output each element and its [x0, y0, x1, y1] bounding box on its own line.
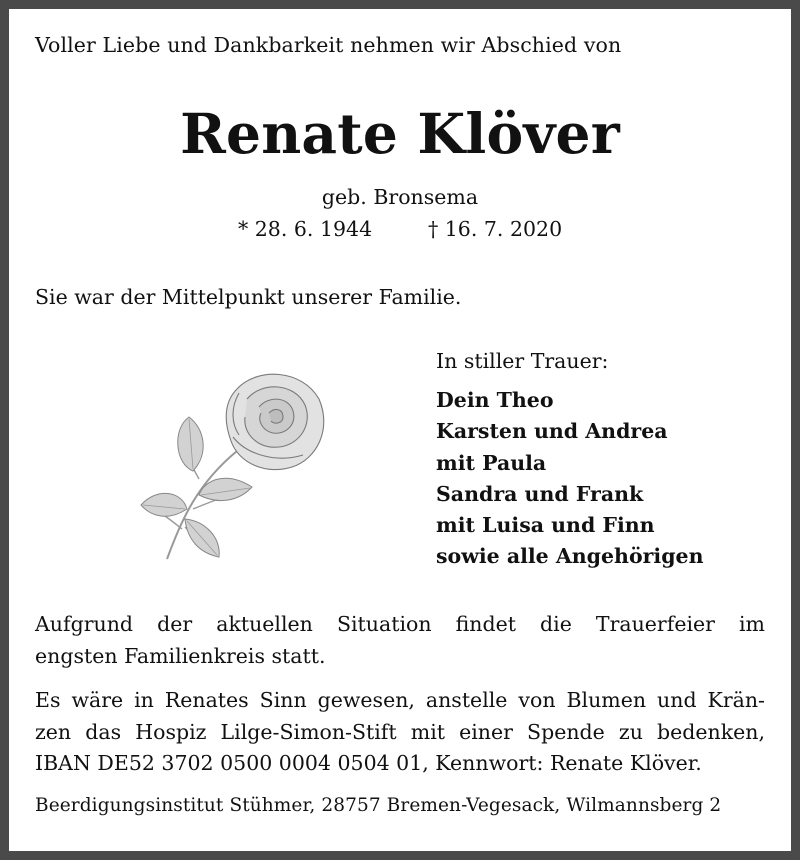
- mourners-list: [436, 385, 704, 573]
- donation-line: IBAN DE52 3702 0500 0004 0504 01, Kennwort: Renate Klöver.: [35, 751, 702, 775]
- birth-date: * 28. 6. 1944: [238, 217, 373, 241]
- mourners-heading: In stiller Trauer:: [436, 349, 609, 373]
- ceremony-line: engsten Familienkreis statt.: [35, 643, 326, 668]
- tribute-line: Sie war der Mittelpunkt unserer Familie.: [35, 285, 462, 309]
- mourner-item: Dein Theo: [436, 388, 554, 412]
- mourner-item: mit Luisa und Finn: [436, 513, 655, 538]
- maiden-name: geb. Bronsema: [321, 185, 479, 209]
- obituary-notice: [9, 9, 791, 851]
- donation-line: zen das Hospiz Lilge-Simon-Stift mit einer Spende zu bedenken,: [35, 719, 765, 744]
- ceremony-line: Aufgrund der aktuellen Situation findet die Trauerfeier im: [35, 612, 765, 636]
- ceremony-paragraph: [35, 609, 765, 672]
- mourner-item: Sandra und Frank: [436, 481, 644, 506]
- rose-illustration-icon: [127, 359, 327, 569]
- mourner-item: sowie alle Angehörigen: [436, 544, 704, 569]
- mourner-item: mit Paula: [436, 450, 547, 475]
- death-date: † 16. 7. 2020: [428, 217, 563, 241]
- mourner-item: Karsten und Andrea: [436, 419, 668, 444]
- donation-line: Es wäre in Renates Sinn gewesen, anstelle von Blumen und Krän-: [35, 688, 765, 712]
- deceased-name: Renate Klöver: [180, 101, 620, 166]
- donation-paragraph: [35, 685, 765, 780]
- intro-text: Voller Liebe und Dankbarkeit nehmen wir Abschied von: [35, 33, 622, 57]
- funeral-home-footer: Beerdigungsinstitut Stühmer, 28757 Bremen-Vegesack, Wilmannsberg 2: [35, 795, 722, 816]
